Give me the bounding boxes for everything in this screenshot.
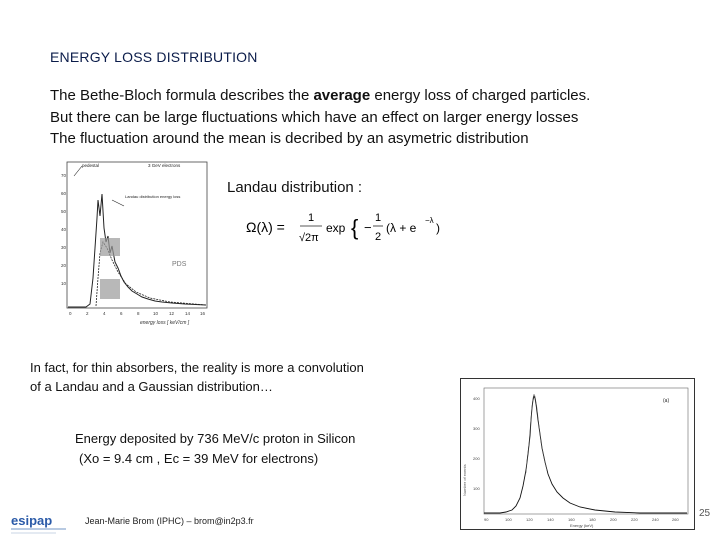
fig2-xlabel: Energy (keV) (570, 523, 594, 528)
energy-deposit-figure (460, 378, 695, 530)
note-line-1: In fact, for thin absorbers, the reality is more a convolution (30, 360, 364, 375)
fig1-landau-arrow (112, 200, 124, 206)
fig1-frame (67, 162, 207, 308)
fig1-y-ticks (61, 173, 67, 286)
intro-line-1-pre: The Bethe-Bloch formula describes the (50, 87, 314, 104)
fig1-xtick: 0 (69, 311, 72, 316)
intro-line-1 (50, 87, 590, 104)
intro-line-1-bold: average (313, 87, 371, 104)
fig1-ytick: 60 (61, 191, 67, 196)
fig1-ytick: 50 (61, 209, 67, 214)
fig1-legend: 3 GeV electrons (148, 163, 181, 168)
fig1-xtick: 8 (137, 311, 140, 316)
formula-half-den: 2 (375, 231, 382, 243)
intro-line-3: The fluctuation around the mean is decribed by an asymetric distribution (50, 130, 529, 147)
fig2-xtick: 90 (484, 517, 489, 522)
fig1-pds-label: PDS (172, 261, 187, 268)
fig2-label: (a) (663, 398, 670, 404)
fig1-xtick: 16 (200, 311, 206, 316)
fig2-xtick: 140 (547, 517, 554, 522)
fig1-landau-label: Landau distribution energy loss (125, 194, 181, 199)
fig1-ytick: 30 (61, 245, 67, 250)
fig1-histogram (68, 194, 206, 307)
page-number: 25 (699, 508, 711, 519)
fig2-xtick: 180 (589, 517, 596, 522)
fig2-xtick: 100 (505, 517, 512, 522)
fig1-x-ticks (69, 311, 206, 316)
intro-line-2: But there can be large fluctuations which have an effect on larger energy losses (50, 109, 579, 126)
formula-half-num: 1 (375, 212, 382, 224)
fig2-xtick: 220 (631, 517, 638, 522)
fig1-ytick: 40 (61, 227, 67, 232)
fig1-xtick: 2 (86, 311, 89, 316)
intro-line-1-post: energy loss of charged particles. (370, 87, 591, 104)
fig2-ytick: 400 (473, 396, 480, 401)
formula-minus: − (364, 220, 372, 235)
formula-body: (λ + e (386, 221, 417, 235)
landau-label: Landau distribution : (227, 179, 363, 196)
fig2-xtick: 160 (568, 517, 575, 522)
slide-title: ENERGY LOSS DISTRIBUTION (50, 49, 258, 65)
fig1-xtick: 4 (103, 311, 106, 316)
caption-line-1: Energy deposited by 736 MeV/c proton in Silicon (75, 431, 356, 446)
esipap-logo (10, 512, 72, 538)
fig2-xtick: 260 (672, 517, 679, 522)
fig1-xtick: 10 (153, 311, 159, 316)
formula-den: √2π (299, 232, 319, 244)
formula-lhs: Ω(λ) = (246, 219, 285, 235)
fig1-ytick: 70 (61, 173, 67, 178)
fig1-xtick: 14 (185, 311, 191, 316)
fig1-xlabel: energy loss [ keV/cm ] (140, 320, 190, 326)
fig1-xtick: 6 (120, 311, 123, 316)
fig1-ytick: 20 (61, 263, 67, 268)
formula-close: ) (436, 221, 440, 235)
formula-brace-open: { (351, 215, 359, 240)
formula-num: 1 (308, 212, 315, 224)
fig2-xtick: 120 (526, 517, 533, 522)
fig2-ylabel: Number of events (462, 464, 467, 496)
formula-exp: exp (326, 221, 346, 235)
logo-text: esipap (11, 513, 53, 528)
fig1-shaded-band-upper (100, 238, 120, 256)
fig2-xtick: 200 (610, 517, 617, 522)
fig1-pedestal-arrow (74, 166, 82, 176)
note-line-2: of a Landau and a Gaussian distribution… (30, 379, 273, 394)
formula-sup: −λ (425, 216, 434, 225)
landau-plot-figure (60, 158, 210, 330)
fig2-frame (461, 379, 695, 530)
footer-author: Jean-Marie Brom (IPHC) – brom@in2p3.fr (85, 516, 254, 526)
fig1-xtick: 12 (169, 311, 175, 316)
fig1-ytick: 10 (61, 281, 67, 286)
fig1-pedestal-label: pedestal (82, 163, 100, 168)
fig2-ytick: 100 (473, 486, 480, 491)
fig2-xtick: 240 (652, 517, 659, 522)
landau-formula (246, 206, 446, 248)
fig1-shaded-band-lower (100, 279, 120, 299)
fig2-ytick: 200 (473, 456, 480, 461)
caption-line-2: (Xo = 9.4 cm , Ec = 39 MeV for electrons) (79, 451, 319, 466)
fig2-ytick: 300 (473, 426, 480, 431)
